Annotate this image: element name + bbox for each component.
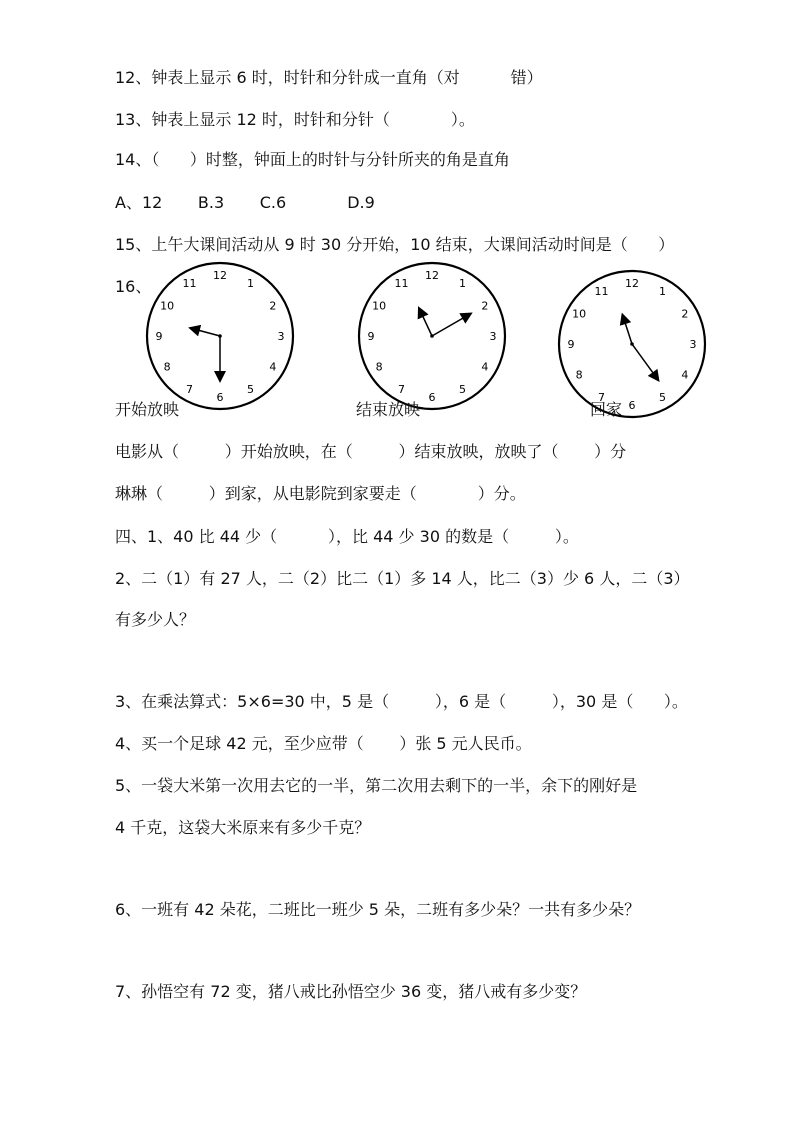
clock-end: [352, 258, 512, 418]
clock-numeral: 5: [659, 390, 666, 404]
clock-numeral: 8: [163, 360, 171, 374]
section-4-question-4: 4、买一个足球 42 元，至少应带（ ）张 5 元人民币。: [115, 734, 532, 753]
minute-hand: [432, 314, 470, 336]
question-16: 16、: [115, 277, 152, 296]
clock-numeral: 4: [481, 360, 489, 374]
clock-numeral: 10: [160, 299, 175, 313]
clock-numeral: 12: [625, 277, 639, 290]
clock-numeral: 6: [216, 391, 224, 404]
clock-numeral: 8: [575, 368, 583, 382]
clock-numeral: 4: [681, 368, 689, 382]
question-16-blank-2: 琳琳（ ）到家，从电影院到家要走（ ）分。: [115, 484, 526, 503]
section-4-question-5-cont: 4 千克，这袋大米原来有多少千克？: [115, 818, 371, 837]
clock-numeral: 11: [182, 277, 197, 291]
clock-numeral: 11: [394, 277, 409, 291]
section-4-question-2-cont: 有多少人？: [115, 610, 196, 629]
section-4-question-6: 6、一班有 42 朵花，二班比一班少 5 朵，二班有多少朵？一共有多少朵？: [115, 900, 641, 919]
clock-numeral: 1: [459, 277, 466, 291]
section-4-question-1: 四、1、40 比 44 少（ ），比 44 少 30 的数是（ ）。: [115, 527, 579, 546]
clock-numeral: 10: [572, 307, 587, 321]
clock-numeral: 7: [398, 382, 405, 396]
clock-numeral: 9: [567, 338, 575, 351]
clock-numeral: 4: [269, 360, 277, 374]
clock-numeral: 12: [213, 269, 227, 282]
question-14: 14、（ ）时整，钟面上的时针与分针所夹的角是直角: [115, 150, 510, 169]
clock-center: [430, 334, 434, 338]
clock-numeral: 10: [372, 299, 387, 313]
clock-home: [552, 266, 712, 426]
clock-numeral: 5: [247, 382, 254, 396]
clock-numeral: 1: [659, 285, 666, 299]
hour-hand: [419, 309, 432, 336]
clock-numeral: 7: [598, 390, 605, 404]
clock-numeral: 3: [489, 330, 497, 343]
minute-hand: [632, 344, 658, 380]
question-15: 15、上午大课间活动从 9 时 30 分开始，10 结束，大课间活动时间是（ ）: [115, 235, 675, 254]
clock-label-start: 开始放映: [115, 400, 180, 419]
clock-label-home: 回家: [590, 400, 623, 419]
question-16-blank-1: 电影从（ ）开始放映，在（ ）结束放映，放映了（ ）分: [115, 442, 627, 461]
clock-numeral: 6: [628, 399, 636, 412]
clock-numeral: 2: [481, 299, 489, 313]
hour-hand: [191, 328, 220, 336]
clock-numeral: 11: [594, 285, 609, 299]
clock-numeral: 12: [425, 269, 439, 282]
clock-numeral: 3: [689, 338, 697, 351]
clock-numeral: 5: [459, 382, 466, 396]
clock-numeral: 8: [375, 360, 383, 374]
clock-numeral: 9: [155, 330, 163, 343]
clock-numeral: 2: [269, 299, 277, 313]
section-4-question-5: 5、一袋大米第一次用去它的一半，第二次用去剩下的一半，余下的刚好是: [115, 776, 638, 795]
clock-numeral: 7: [186, 382, 193, 396]
clock-numeral: 2: [681, 307, 689, 321]
hour-hand: [623, 315, 632, 344]
clock-start: [140, 258, 300, 418]
clock-label-end: 结束放映: [356, 400, 421, 419]
section-4-question-7: 7、孙悟空有 72 变，猪八戒比孙悟空少 36 变，猪八戒有多少变？: [115, 982, 587, 1001]
clock-center: [218, 334, 222, 338]
question-14-options: A、12 B.3 C.6 D.9: [115, 193, 375, 212]
clock-numeral: 6: [428, 391, 436, 404]
clock-center: [630, 342, 634, 346]
section-4-question-3: 3、在乘法算式：5×6=30 中，5 是（ ），6 是（ ），30 是（ ）。: [115, 692, 688, 711]
question-13: 13、钟表上显示 12 时，时针和分针（ ）。: [115, 110, 475, 129]
clock-numeral: 3: [277, 330, 285, 343]
clock-numeral: 9: [367, 330, 375, 343]
section-4-question-2: 2、二（1）有 27 人，二（2）比二（1）多 14 人，比二（3）少 6 人，二（3）: [115, 569, 690, 588]
clock-numeral: 1: [247, 277, 254, 291]
question-12: 12、钟表上显示 6 时，时针和分针成一直角（对 错）: [115, 68, 543, 87]
